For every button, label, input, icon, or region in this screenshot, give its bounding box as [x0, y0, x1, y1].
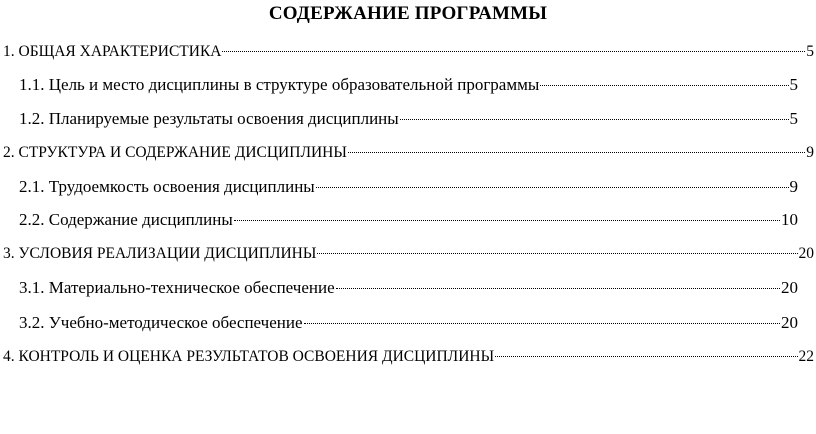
- toc-entry-text: 1.2. Планируемые результаты освоения дисциплины: [19, 109, 399, 128]
- toc-entry-text: 4. КОНТРОЛЬ И ОЦЕНКА РЕЗУЛЬТАТОВ ОСВОЕНИЯ ДИСЦИПЛИНЫ: [3, 348, 495, 365]
- dot-leader: [495, 339, 797, 361]
- toc-entry-2[interactable]: [3, 135, 814, 161]
- toc-entry-1-2[interactable]: [19, 102, 798, 128]
- toc-entry-text: 2.1. Трудоемкость освоения дисциплины: [19, 177, 315, 196]
- toc-page-number: 9: [789, 177, 798, 196]
- toc-page-number: 20: [781, 313, 798, 332]
- toc-entry-text: 1. ОБЩАЯ ХАРАКТЕРИСТИКА: [3, 43, 222, 60]
- dot-leader: [317, 236, 797, 258]
- dot-leader: [348, 135, 805, 157]
- dot-leader: [222, 34, 805, 56]
- toc-entry-text: 1.1. Цель и место дисциплины в структуре образовательной программы: [19, 75, 540, 94]
- toc-page-number: 20: [781, 278, 798, 297]
- toc-entry-text: 2.2. Содержание дисциплины: [19, 210, 233, 229]
- dot-leader: [336, 271, 780, 293]
- toc-entry-4[interactable]: [3, 339, 814, 365]
- dot-leader: [540, 68, 788, 90]
- dot-leader: [400, 102, 789, 124]
- toc-entry-1-1[interactable]: [19, 68, 798, 94]
- toc-entry-3-1[interactable]: [19, 271, 798, 297]
- toc-entry-2-1[interactable]: [19, 170, 798, 196]
- toc-entry-text: 3.2. Учебно-методическое обеспечение: [19, 313, 303, 332]
- toc-page-number: 9: [806, 144, 814, 161]
- toc-entry-1[interactable]: [3, 34, 814, 60]
- dot-leader: [304, 306, 780, 328]
- toc-entry-2-2[interactable]: [19, 203, 798, 229]
- toc-entry-text: 3.1. Материально-техническое обеспечение: [19, 278, 335, 297]
- dot-leader: [316, 170, 789, 192]
- toc-page-number: 5: [789, 75, 798, 94]
- toc-page-number: 22: [798, 348, 814, 365]
- toc-page-number: 10: [781, 210, 798, 229]
- toc-entry-3-2[interactable]: [19, 306, 798, 332]
- toc-page-number: 5: [806, 43, 814, 60]
- toc-page-number: 5: [789, 109, 798, 128]
- toc-entry-text: 3. УСЛОВИЯ РЕАЛИЗАЦИИ ДИСЦИПЛИНЫ: [3, 245, 317, 262]
- toc-entry-text: 2. СТРУКТУРА И СОДЕРЖАНИЕ ДИСЦИПЛИНЫ: [3, 144, 347, 161]
- toc-title: СОДЕРЖАНИЕ ПРОГРАММЫ: [268, 3, 548, 24]
- toc-page-number: 20: [798, 245, 814, 262]
- toc-entry-3[interactable]: [3, 236, 814, 262]
- dot-leader: [234, 203, 780, 225]
